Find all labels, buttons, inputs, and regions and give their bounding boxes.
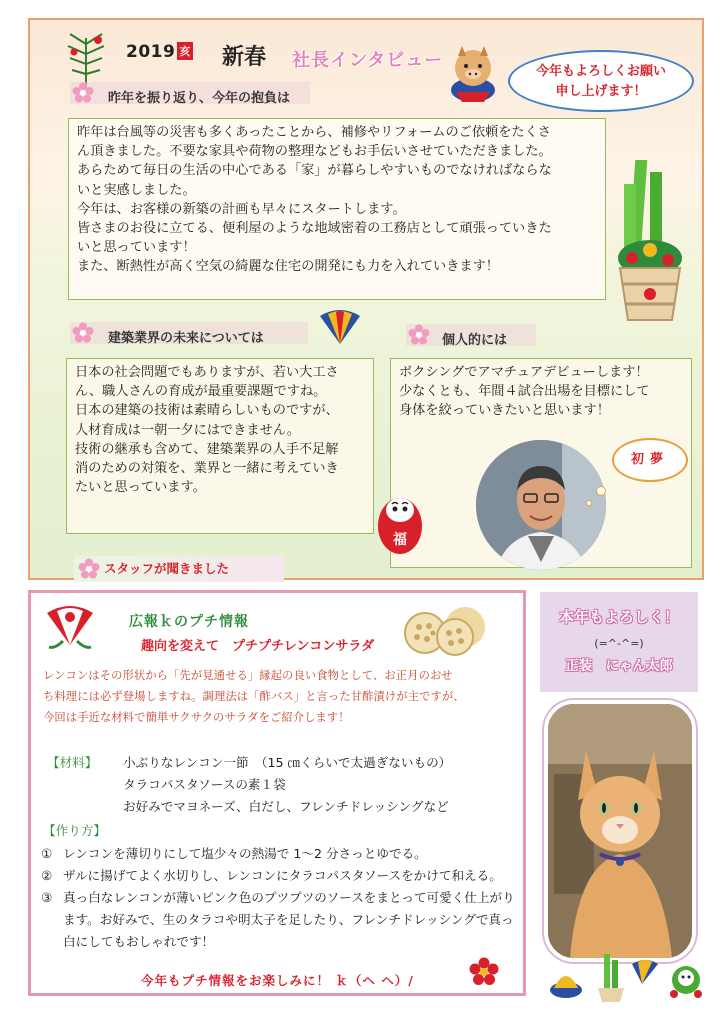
recipe-step: [41, 865, 525, 887]
dream-thought-bubble: 初夢: [612, 438, 688, 482]
greeting-line-2: 申し上げます！: [555, 84, 647, 99]
thought-dot: [596, 486, 606, 496]
daruma-icon: [376, 486, 424, 556]
materials-list: [123, 753, 451, 817]
zodiac-badge: 亥: [177, 42, 193, 60]
text-line: ん、職人さんの育成が最重要課題ですね。: [75, 384, 327, 400]
section-heading-personal: 個人的には: [442, 333, 508, 348]
step-number: ③: [41, 890, 53, 905]
staff-asked-label: [74, 556, 284, 582]
text-line: あらためて毎日の生活の中心である「家」が暮らしやすいものでなければならな: [77, 163, 552, 179]
text-line: 日本の建築の技術は素晴らしいものですが、: [75, 403, 339, 419]
step-text: レンコンを薄切りにして塩少々の熱湯で 1～2 分さっとゆでる。: [63, 846, 427, 861]
text-line: いと思っています！: [77, 240, 196, 256]
text-line: 皆さまのお役に立てる、便利屋のような地域密着の工務店として頑張っていきた: [77, 221, 552, 237]
footer-message: 今年もプチ情報をお楽しみに！ ｋ（ヘ ヘ）/: [141, 973, 414, 988]
material-item: 小ぶりなレンコン一節 （15 ㎝くらいで太過ぎないもの）: [123, 755, 452, 770]
year-text: 2019: [126, 42, 176, 62]
pine-branch-icon: [64, 30, 108, 90]
greeting-speech-bubble: [508, 50, 694, 112]
material-item: タラコパスタソースの素１袋: [123, 777, 286, 792]
text-line: 技術の継承も含めて、建築業界の人手不足解: [75, 441, 339, 457]
plum-flower-icon: [78, 558, 100, 580]
info-title: 広報ｋのプチ情報: [129, 614, 249, 630]
intro-line: 今回は手近な材料で簡単サクサクのサラダをご紹介します！: [43, 711, 350, 724]
interview-panel: [28, 18, 704, 580]
plum-flower-icon: [72, 82, 94, 104]
section-heading-reflection: 昨年を振り返り、今年の抱負は: [108, 91, 291, 106]
staff-label-text: スタッフが聞きました: [104, 561, 230, 576]
boar-mascot-icon: [444, 42, 502, 104]
recipe-intro: [43, 665, 523, 728]
shinshun-title: 新春: [222, 44, 267, 70]
text-line: 今年は、お客様の新築の計画も早々にスタートします。: [77, 201, 406, 217]
intro-line: レンコンはその形状から「先が見通せる」縁起の良い食物として、お正月のおせ: [43, 669, 453, 682]
kadomatsu-icon: [610, 150, 690, 330]
text-line: たいと思っています。: [75, 480, 206, 496]
text-line: 昨年は台風等の災害も多くあったことから、補修やリフォームのご依頼をたくさ: [77, 125, 551, 140]
lotus-root-icon: [397, 601, 493, 659]
cat-name: 正装 にゃん太郎: [565, 658, 673, 674]
step-text: ザルに揚げてよく水切りし、レンコンにタラコパスタソースをかけて和える。: [63, 868, 502, 883]
plum-blossom-icon: [469, 957, 499, 987]
greeting-line-1: 今年もよろしくお願い: [535, 64, 666, 79]
text-line: ボクシングでアマチュアデビューします！: [399, 365, 649, 380]
recipe-step: [41, 843, 525, 865]
recipe-title: 趣向を変えて プチプチレンコンサラダ: [141, 639, 375, 654]
text-line: 身体を絞っていきたいと思います！: [399, 403, 610, 419]
text-line: いと実感しました。: [77, 182, 196, 198]
cat-greeting-card: [540, 592, 698, 692]
recipe-step: [41, 887, 525, 953]
step-number: ①: [41, 846, 53, 861]
daruma-character: 福: [393, 532, 407, 548]
intro-line: ち料理には必ず登場しますね。調理法は「酢バス」と言った甘酢漬けが主ですが、: [43, 690, 465, 703]
cat-greeting: 本年もよろしく！: [558, 608, 679, 626]
year-badge: [126, 42, 193, 62]
section-heading-future: 建築業界の未来については: [108, 331, 264, 346]
future-text-box: [66, 358, 374, 534]
text-line: 人材育成は一朝一夕にはできません。: [75, 422, 300, 438]
new-year-decorations-icon: [546, 944, 706, 1004]
festive-fan-icon: [318, 306, 362, 346]
material-item: お好みでマヨネーズ、白だし、フレンチドレッシングなど: [123, 799, 449, 814]
info-panel: [28, 590, 526, 996]
cat-emoticon: (=^-^=): [594, 637, 644, 650]
text-line: また、断熱性が高く空気の綺麗な住宅の開発にも力を入れていきます！: [77, 259, 499, 275]
text-line: 日本の社会問題でもありますが、若い大工さ: [75, 365, 339, 380]
plum-flower-icon: [72, 322, 94, 344]
step-number: ②: [41, 868, 53, 883]
page-title: 社長インタビュー: [292, 50, 444, 71]
fan-ribbon-icon: [43, 601, 97, 651]
step-text: 真っ白なレンコンが薄いピンク色のプツプツのソースをまとって可愛く仕上がります。お好みで、生のタラコや明太子を足したり、フレンチドレッシングで真っ白にしてもおしゃれです！: [63, 890, 515, 949]
materials-label: 【材料】: [47, 755, 98, 770]
text-line: ん頂きました。不要な家具や荷物の整理などもお手伝いさせていただきました。: [77, 144, 552, 160]
text-line: 少なくとも、年間４試合出場を目標にして: [399, 384, 650, 400]
reflection-text-box: [68, 118, 606, 300]
thought-dot: [586, 500, 592, 506]
text-line: 消のための対策を、業界と一緒に考えていき: [75, 461, 339, 477]
plum-flower-icon: [408, 324, 430, 346]
cat-photo: [544, 700, 696, 962]
method-label: 【作り方】: [43, 823, 106, 838]
recipe-steps: [41, 843, 525, 953]
